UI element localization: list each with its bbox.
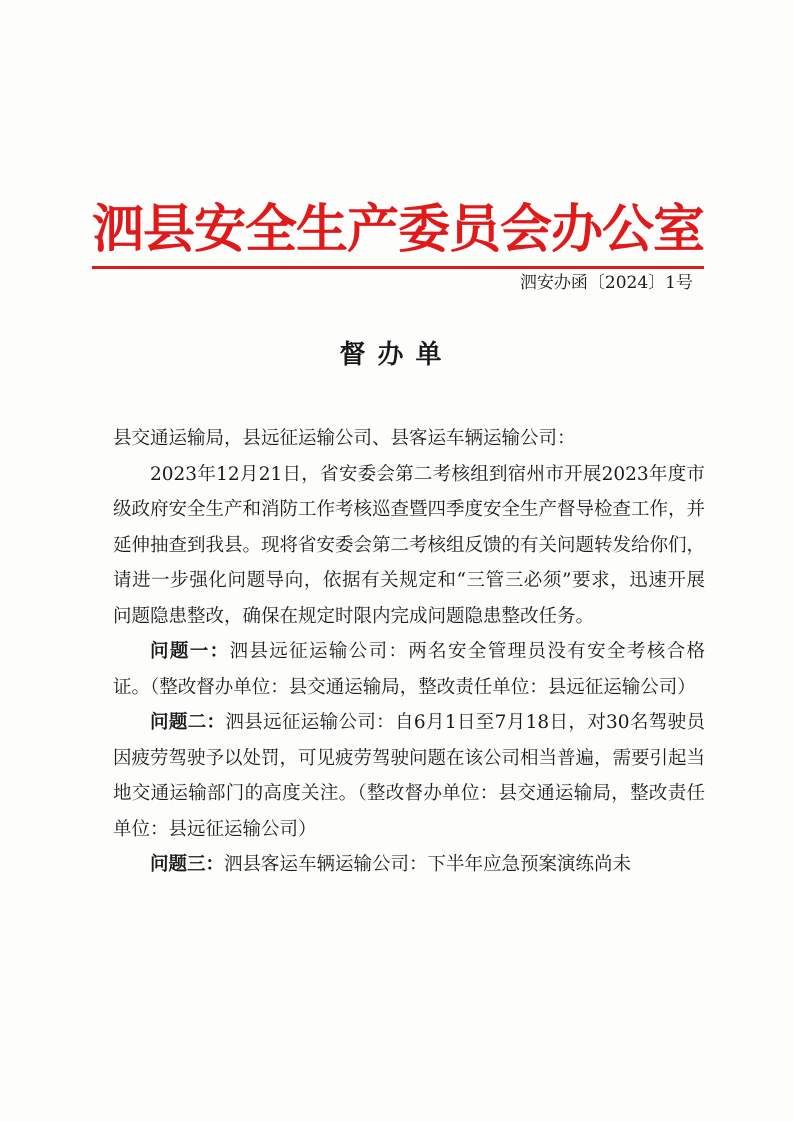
issuing-office-title: 泗县安全生产委员会办公室: [92, 199, 705, 260]
issue-label: 问题三：: [150, 854, 225, 875]
document-number: 泗安办函〔2024〕1号: [519, 273, 693, 293]
issue-text: 泗县客运车辆运输公司：下半年应急预案演练尚未: [224, 854, 632, 875]
issue-text: 泗县远征运输公司：两名安全管理员没有安全考核合格证。（整改督办单位：县交通运输局，整改责任单位：县远征运输公司）: [113, 641, 705, 698]
issue-paragraph-2: [113, 705, 705, 847]
issue-label: 问题一：: [150, 641, 230, 662]
document-body: [113, 421, 705, 883]
issue-text: 泗县远征运输公司：自6月1日至7月18日，对30名驾驶员因疲劳驾驶予以处罚，可见疲劳驾驶问题在该公司相当普遍，需要引起当地交通运输部门的高度关注。（整改督办单位：县交通运输局，整改责任单位：县远征运输公司）: [113, 712, 706, 840]
issue-label: 问题二：: [150, 712, 226, 733]
issue-paragraph-1: [113, 634, 705, 705]
document-heading: 督办单: [339, 340, 454, 370]
issue-paragraph-3: [113, 847, 705, 883]
addressee-line: 县交通运输局，县远征运输公司、县客运车辆运输公司：: [113, 428, 576, 449]
red-separator-line: [92, 266, 704, 269]
intro-paragraph: 2023年12月21日，省安委会第二考核组到宿州市开展2023年度市级政府安全生产和消防工作考核巡查暨四季度安全生产督导检查工作，并延伸抽查到我县。现将省安委会第二考核组反馈的有关问题转发给你们，请进一步强化问题导向，依据有关规定和“三管三必须”要求，迅速开展问题隐患整改，确保在规定时限内完成问题隐患整改任务。: [113, 463, 706, 627]
